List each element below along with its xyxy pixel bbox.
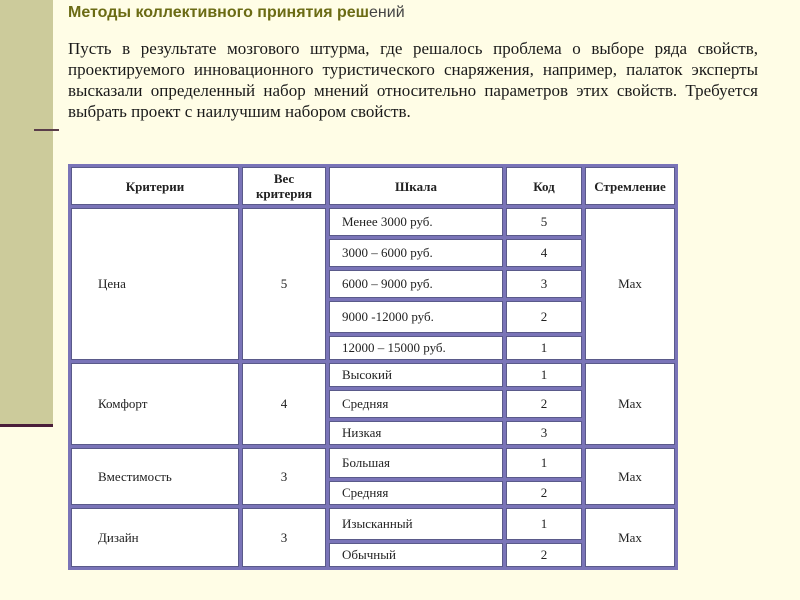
table-header-row (71, 167, 675, 205)
table-row (71, 448, 675, 478)
scale-cell: 12000 – 15000 руб. (329, 336, 503, 360)
code-cell: 1 (506, 336, 582, 360)
scale-cell: 3000 – 6000 руб. (329, 239, 503, 267)
scale-cell: 9000 -12000 руб. (329, 301, 503, 333)
slide-title-tail: ений (369, 4, 405, 21)
table-row (71, 208, 675, 236)
code-cell: 1 (506, 448, 582, 478)
criterion-cell: Вместимость (71, 448, 239, 505)
weight-cell: 3 (242, 508, 326, 567)
header-weight (242, 167, 326, 205)
slide-title (68, 4, 405, 22)
scale-cell: Обычный (329, 543, 503, 567)
aim-cell: Max (585, 363, 675, 445)
code-cell: 3 (506, 270, 582, 298)
criteria-table (68, 164, 678, 570)
header-criterion: Критерии (71, 167, 239, 205)
code-cell: 2 (506, 390, 582, 418)
code-cell: 5 (506, 208, 582, 236)
code-cell: 4 (506, 239, 582, 267)
scale-cell: Менее 3000 руб. (329, 208, 503, 236)
code-cell: 2 (506, 481, 582, 505)
code-cell: 1 (506, 508, 582, 540)
scale-cell: Низкая (329, 421, 503, 445)
sidebar-divider (0, 424, 53, 427)
code-cell: 3 (506, 421, 582, 445)
header-aim: Стремление (585, 167, 675, 205)
criterion-cell: Дизайн (71, 508, 239, 567)
scale-cell: Высокий (329, 363, 503, 387)
scale-cell: Средняя (329, 481, 503, 505)
code-cell: 1 (506, 363, 582, 387)
scale-cell: Большая (329, 448, 503, 478)
code-cell: 2 (506, 543, 582, 567)
scale-cell: Средняя (329, 390, 503, 418)
slide-title-main: Методы коллективного принятия реш (68, 4, 370, 21)
header-weight-text: Вес критерия (255, 171, 313, 201)
header-code: Код (506, 167, 582, 205)
weight-cell: 3 (242, 448, 326, 505)
sidebar-strip (0, 0, 53, 425)
criterion-cell: Комфорт (71, 363, 239, 445)
criterion-cell: Цена (71, 208, 239, 360)
scale-cell: 6000 – 9000 руб. (329, 270, 503, 298)
decorative-dash (34, 129, 59, 131)
aim-cell: Max (585, 448, 675, 505)
aim-cell: Max (585, 208, 675, 360)
weight-cell: 5 (242, 208, 326, 360)
slide-paragraph: Пусть в результате мозгового штурма, где решалось проблема о выборе ряда свойств, проектируемого инновационного туристического снаряжения, например, палаток эксперты высказали определенный набор мнений относительно параметров этих свойств. Требуется выбрать проект с наилучшим набором свойств. (68, 39, 758, 121)
code-cell: 2 (506, 301, 582, 333)
aim-cell: Max (585, 508, 675, 567)
table-row (71, 363, 675, 387)
scale-cell: Изысканный (329, 508, 503, 540)
weight-cell: 4 (242, 363, 326, 445)
header-scale: Шкала (329, 167, 503, 205)
table-row (71, 508, 675, 540)
